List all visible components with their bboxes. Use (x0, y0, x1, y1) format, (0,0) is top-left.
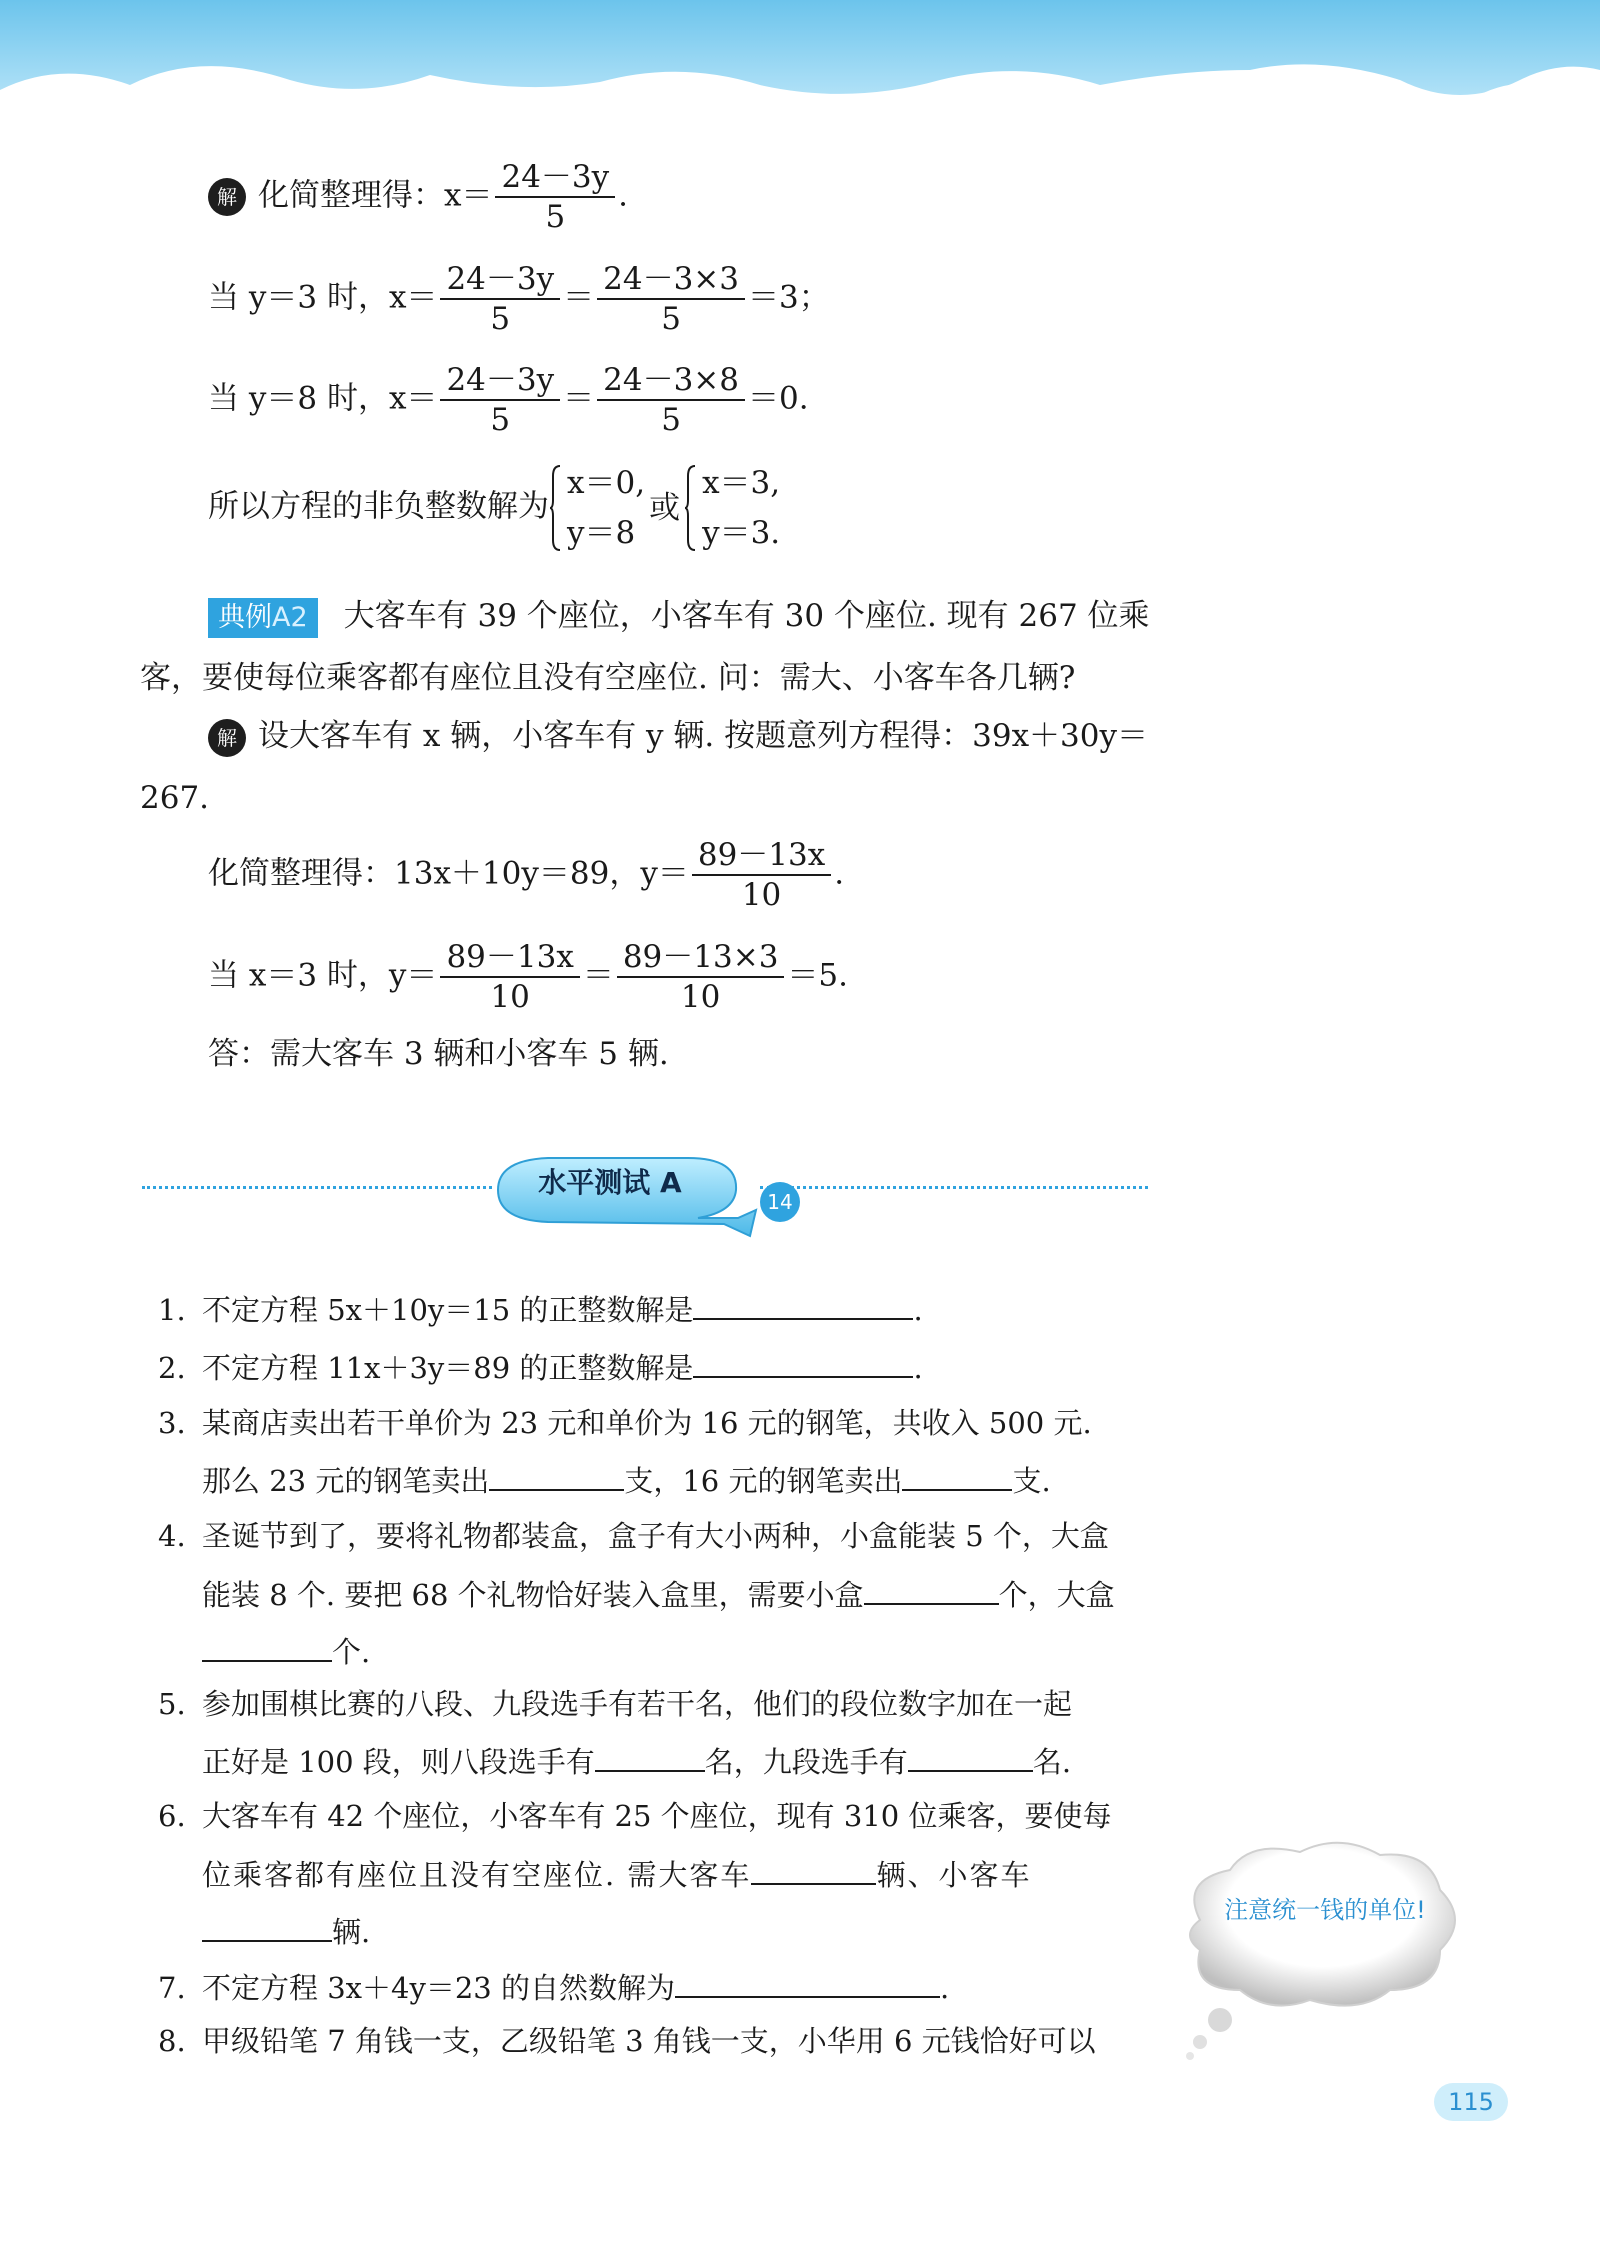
solution-badge: 解 (208, 719, 246, 757)
fraction: $\frac{89-13x}{10}$ (440, 940, 579, 1014)
left-brace-icon (549, 464, 561, 552)
answer-blank[interactable] (202, 1910, 332, 1942)
note-bubble (1170, 1830, 1470, 2060)
section-title: 水平测试 A (538, 1166, 682, 1199)
example2-solution-line2: 267. (140, 780, 210, 816)
equation-system-2: x＝3, y＝3. (684, 458, 780, 558)
question-8: 8. 甲级铅笔 7 角钱一支，乙级铅笔 3 角钱一支，小华用 6 元钱恰好可以 (158, 2024, 1096, 2058)
example1-line4: 所以方程的非负整数解为 x＝0, y＝8 或 x＝3, y＝3. (208, 458, 780, 558)
solution-badge: 解 (208, 178, 246, 216)
header-cloud-band (0, 0, 1600, 130)
question-5: 5. 参加围棋比赛的八段、九段选手有若干名，他们的段位数字加在一起 (158, 1687, 1073, 1721)
answer-blank[interactable] (902, 1459, 1012, 1491)
example-tag: 典例A2 (208, 598, 318, 638)
question-4-cont: 能装 8 个. 要把 68 个礼物恰好装入盒里，需要小盒 个，大盒 (202, 1573, 1115, 1614)
fraction: $\frac{24-3y}{5}$ (440, 262, 560, 336)
example2-problem-line2: 客，要使每位乘客都有座位且没有空座位. 问：需大、小客车各几辆? (140, 660, 1076, 696)
question-6-cont: 位乘客都有座位且没有空座位. 需大客车 辆、小客车 (202, 1853, 1031, 1894)
example1-line2: 当 y＝3 时，x＝ $\frac{24-3y}{5}$ ＝ $\frac{24-3\times 3}{5}$ ＝3； (208, 261, 830, 337)
fraction: $\frac{24-3y}{5}$ (440, 363, 560, 437)
question-4-cont2: 个. (202, 1630, 370, 1671)
answer-blank[interactable] (751, 1853, 876, 1885)
equation-system-1: x＝0, y＝8 (549, 458, 645, 558)
example2-solution-line3: 化简整理得：13x＋10y＝89，y＝ $\frac{89-13x}{10}$ . (208, 837, 845, 913)
example2-solution-line1: 解 设大客车有 x 辆，小客车有 y 辆. 按题意列方程得：39x＋30y＝ (208, 716, 1148, 757)
left-brace-icon (684, 464, 696, 552)
answer-blank[interactable] (908, 1740, 1033, 1772)
example1-line3: 当 y＝8 时，x＝ $\frac{24-3y}{5}$ ＝ $\frac{24-3\times 8}{5}$ ＝0. (208, 362, 809, 438)
section-divider-right (760, 1186, 1148, 1189)
answer-blank[interactable] (595, 1740, 705, 1772)
fraction: $\frac{89-13\times 3}{10}$ (617, 940, 785, 1014)
section-divider-left (142, 1186, 492, 1189)
example2-problem-line1: 典例A2 大客车有 39 个座位，小客车有 30 个座位. 现有 267 位乘 (208, 596, 1150, 638)
fraction: $\frac{24-3y}{5}$ (495, 160, 615, 234)
page-number: 115 (1434, 2083, 1508, 2121)
question-3: 3. 某商店卖出若干单价为 23 元和单价为 16 元的钢笔，共收入 500 元. (158, 1406, 1092, 1440)
answer-blank[interactable] (202, 1630, 332, 1662)
question-6: 6. 大客车有 42 个座位，小客车有 25 个座位，现有 310 位乘客，要使每 (158, 1799, 1112, 1833)
fraction: $\frac{24-3\times 8}{5}$ (597, 363, 745, 437)
note-text: 注意统一钱的单位! (1224, 1896, 1426, 1924)
example2-answer: 答：需大客车 3 辆和小客车 5 辆. (208, 1036, 669, 1072)
question-4: 4. 圣诞节到了，要将礼物都装盒，盒子有大小两种，小盒能装 5 个，大盒 (158, 1519, 1109, 1553)
question-3-cont: 那么 23 元的钢笔卖出 支，16 元的钢笔卖出 支. (202, 1459, 1051, 1500)
example2-solution-line4: 当 x＝3 时，y＝ $\frac{89-13x}{10}$ ＝ $\frac{89-13\times 3}{10}$ ＝5. (208, 939, 848, 1015)
question-5-cont: 正好是 100 段，则八段选手有 名，九段选手有 名. (202, 1740, 1071, 1781)
question-1: 1. 不定方程 5x＋10y＝15 的正整数解是 . (158, 1288, 923, 1329)
section-badge: 14 (767, 1190, 793, 1214)
answer-blank[interactable] (675, 1966, 940, 1998)
answer-blank[interactable] (693, 1288, 913, 1320)
example1-line1: 解 化简整理得：x＝ $\frac{24-3y}{5}$ . (208, 160, 628, 234)
fraction: $\frac{89-13x}{10}$ (692, 838, 831, 912)
answer-blank[interactable] (489, 1459, 624, 1491)
fraction: $\frac{24-3\times 3}{5}$ (597, 262, 745, 336)
question-2: 2. 不定方程 11x＋3y＝89 的正整数解是 . (158, 1346, 923, 1387)
answer-blank[interactable] (693, 1346, 913, 1378)
question-6-cont2: 辆. (202, 1910, 370, 1951)
answer-blank[interactable] (864, 1573, 999, 1605)
question-7: 7. 不定方程 3x＋4y＝23 的自然数解为 . (158, 1966, 949, 2007)
